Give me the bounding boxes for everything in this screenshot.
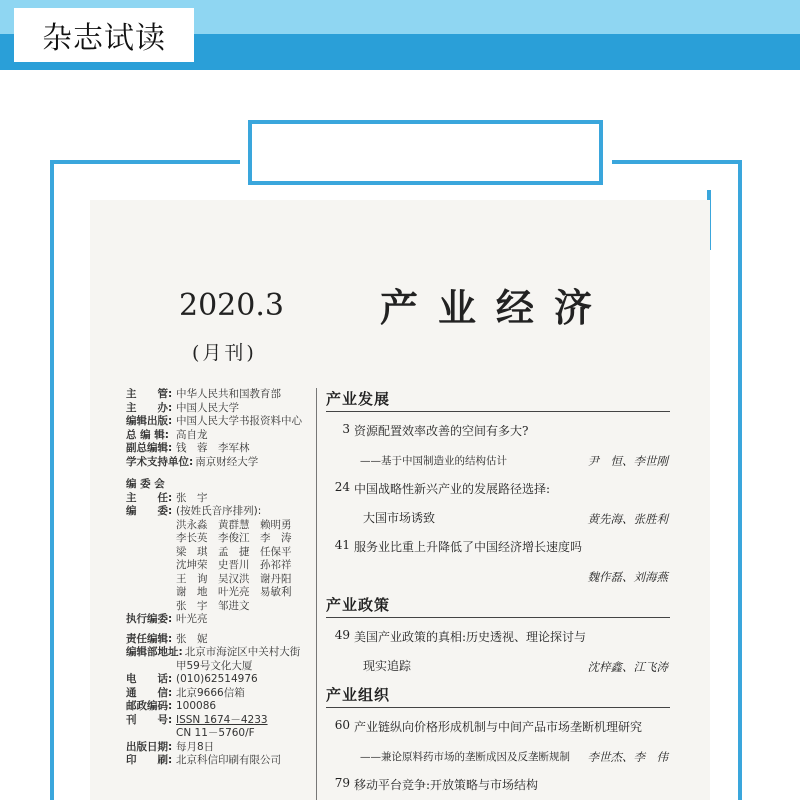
masthead-row (126, 442, 316, 456)
member-name: 孟 捷 (218, 545, 250, 558)
member-name: 任保平 (260, 545, 292, 558)
toc-authors: 黄先海、张胜利 (587, 512, 668, 526)
toc-entry-continued (326, 561, 670, 590)
frame-left-top (50, 160, 240, 164)
member-name: 谢丹阳 (260, 572, 292, 585)
toc-title-continuation: 现实追踪 (363, 659, 412, 673)
masthead (126, 388, 316, 768)
masthead-row (126, 714, 316, 728)
masthead-value: 高自龙 (176, 428, 208, 441)
title-frame (248, 120, 603, 185)
toc-page-number: 3 (342, 422, 350, 436)
masthead-value: 南京财经大学 (195, 455, 259, 468)
masthead-label: 出版日期: (126, 740, 173, 753)
member-name: 吴汉洪 (218, 572, 250, 585)
masthead-row (126, 660, 316, 674)
toc-page-number: 60 (334, 718, 350, 732)
toc-entry[interactable] (326, 712, 670, 741)
masthead-value: 甲59号文化大厦 (176, 659, 253, 672)
member-name: 李长英 (176, 532, 208, 544)
masthead-value: 北京科信印刷有限公司 (176, 754, 281, 766)
masthead-label: 执行编委: (126, 613, 173, 625)
toc-page-number: 41 (334, 538, 350, 552)
masthead-value: ISSN 1674－4233 (176, 713, 268, 726)
masthead-value: (按姓氏音序排列): (176, 505, 262, 517)
toc-entry[interactable] (326, 622, 670, 651)
masthead-label: 编 委: (126, 505, 173, 517)
member-name: 邹进文 (218, 599, 250, 612)
masthead-row (126, 700, 316, 714)
toc-title: 产业链纵向价格形成机制与中间产品市场垄断机理研究 (354, 720, 643, 734)
masthead-row (126, 613, 316, 627)
masthead-label: 印 刷: (126, 754, 173, 766)
toc-subtitle: ——兼论原料药市场的垄断成因及反垄断规制 (360, 751, 570, 763)
toc-entry-continued (326, 741, 670, 770)
masthead-row (126, 388, 316, 402)
masthead-row (126, 741, 316, 755)
frame-left-vertical (50, 160, 54, 800)
masthead-row (126, 727, 316, 741)
masthead-label: 编辑出版: (126, 415, 173, 427)
issue-frequency: (月刊) (192, 342, 257, 364)
preview-label: 杂志试读 (14, 8, 194, 62)
column-divider (316, 388, 317, 800)
toc-title: 移动平台竞争:开放策略与市场结构 (354, 778, 539, 792)
issue-number: 2020.3 (179, 288, 284, 323)
masthead-row (126, 415, 316, 429)
masthead-row (126, 754, 316, 768)
toc-entry[interactable] (326, 474, 670, 503)
masthead-label: 通 信: (126, 686, 173, 699)
frame-right-vertical-outer (738, 160, 742, 800)
masthead-label: 编辑部地址: (126, 646, 183, 658)
masthead-value: 钱 蓉 李军林 (176, 442, 250, 454)
masthead-label: 主 管: (126, 388, 173, 400)
member-name: 沈坤荣 (176, 559, 208, 571)
masthead-row (126, 687, 316, 701)
spacer (126, 469, 316, 475)
masthead-value: 中国人民大学书报资料中心 (176, 415, 302, 427)
toc-subtitle: ——基于中国制造业的结构估计 (360, 455, 507, 467)
member-name: 叶光亮 (218, 586, 250, 598)
masthead-value: 北京市海淀区中关村大街 (184, 646, 301, 658)
toc-entry-continued (326, 503, 670, 532)
toc-title: 资源配置效率改善的空间有多大? (354, 424, 529, 438)
section-heading: 产业组织 (326, 684, 670, 708)
masthead-value: 北京9666信箱 (176, 686, 245, 699)
toc-authors: 沈梓鑫、江飞涛 (587, 660, 668, 674)
masthead-label: 学术支持单位: (126, 455, 194, 468)
member-name: 洪永淼 (176, 518, 208, 531)
frame-right-top (612, 160, 742, 164)
masthead-value: 张 宇 (176, 491, 208, 504)
toc-title: 服务业比重上升降低了中国经济增长速度吗 (354, 540, 583, 554)
toc-entry-continued (326, 651, 670, 680)
committee-members (126, 519, 316, 614)
masthead-row (126, 673, 316, 687)
toc-authors: 李世杰、李 伟 (587, 750, 668, 764)
member-name: 张 宇 (176, 599, 208, 612)
member-name: 梁 琪 (176, 545, 208, 558)
toc-title: 中国战略性新兴产业的发展路径选择: (354, 482, 551, 496)
toc-entry[interactable] (326, 532, 670, 561)
table-of-contents (326, 388, 670, 799)
masthead-row (126, 646, 316, 660)
toc-page-number: 24 (334, 480, 350, 494)
masthead-label: 总 编 辑: (126, 428, 170, 441)
masthead-label: 主 办: (126, 401, 173, 414)
toc-page-number: 49 (334, 628, 350, 642)
masthead-value: (010)62514976 (176, 673, 258, 685)
masthead-value: CN 11－5760/F (176, 727, 255, 739)
masthead-value: 每月8日 (176, 740, 215, 753)
magazine-title: 产业经济 (380, 285, 613, 330)
masthead-label: 副总编辑: (126, 442, 173, 454)
masthead-label: 主 任: (126, 491, 173, 504)
toc-authors: 魏作磊、刘海燕 (587, 570, 668, 584)
toc-entry-continued (326, 445, 670, 474)
member-name: 李 涛 (260, 532, 292, 544)
masthead-row (126, 505, 316, 519)
toc-entry[interactable] (326, 416, 670, 445)
member-name: 赖明勇 (260, 518, 292, 531)
masthead-row (126, 492, 316, 506)
member-name: 王 询 (176, 572, 208, 585)
masthead-value: 100086 (176, 700, 217, 712)
member-name: 易敏利 (260, 586, 292, 598)
masthead-label: 责任编辑: (126, 632, 173, 645)
member-name: 史晋川 (218, 559, 250, 571)
masthead-row (126, 429, 316, 443)
masthead-label: 邮政编码: (126, 700, 173, 712)
masthead-value: 中国人民大学 (176, 401, 239, 414)
section-heading: 产业发展 (326, 388, 670, 412)
toc-page-number: 79 (334, 776, 350, 790)
masthead-value: 叶光亮 (176, 613, 208, 625)
toc-title-continuation: 大国市场诱致 (363, 511, 436, 525)
masthead-row (126, 402, 316, 416)
masthead-row (126, 456, 316, 470)
toc-entry[interactable] (326, 770, 670, 799)
toc-title: 美国产业政策的真相:历史透视、理论探讨与 (354, 630, 587, 644)
member-name: 孙祁祥 (260, 559, 292, 571)
member-name: 李俊江 (218, 532, 250, 544)
masthead-label: 电 话: (126, 673, 173, 685)
member-name: 谢 地 (176, 586, 208, 598)
toc-authors: 尹 恒、李世刚 (587, 454, 668, 468)
masthead-value: 中华人民共和国教育部 (176, 388, 281, 400)
member-name: 黄群慧 (218, 518, 250, 531)
committee-heading: 编 委 会 (126, 478, 165, 490)
masthead-label: 刊 号: (126, 713, 173, 726)
masthead-row (126, 633, 316, 647)
section-heading: 产业政策 (326, 594, 670, 618)
masthead-value: 张 妮 (176, 632, 208, 645)
